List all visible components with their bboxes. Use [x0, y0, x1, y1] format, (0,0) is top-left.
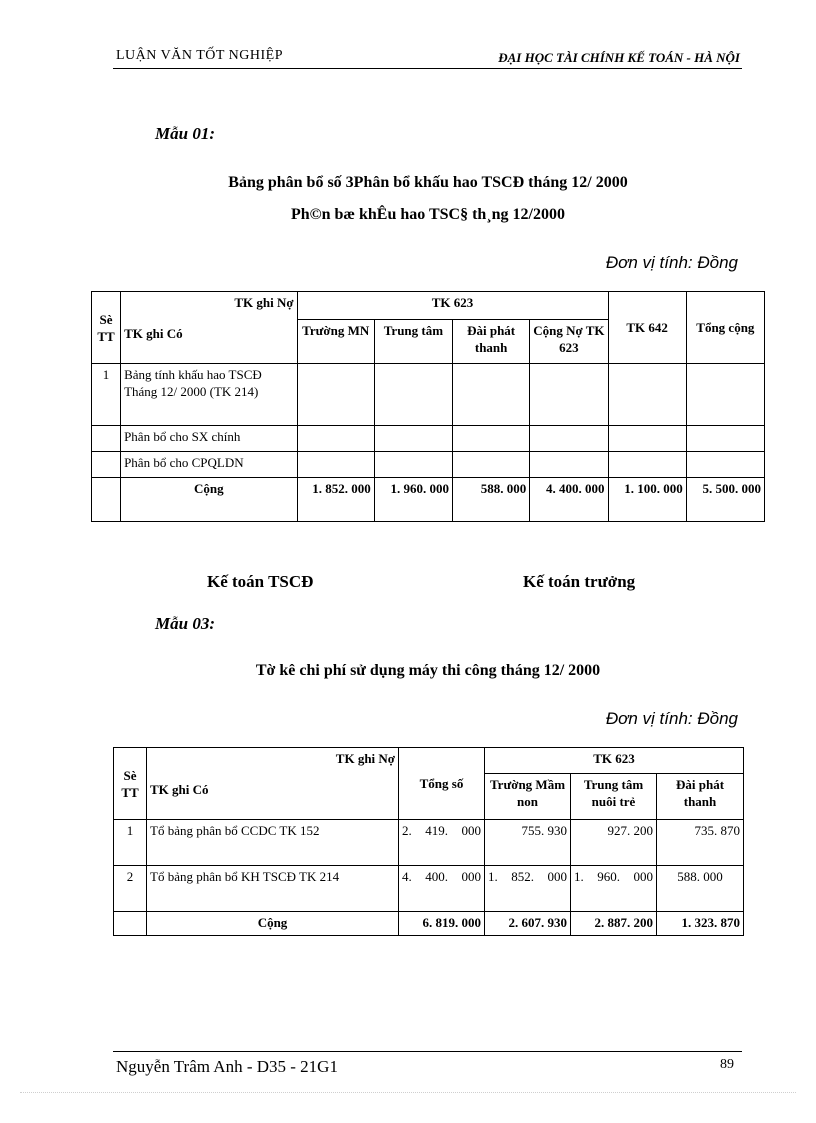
form3-row2-value: 1. 960. 000	[571, 866, 657, 912]
form1-debit-header: TK ghi Nợ	[234, 295, 294, 310]
form3-total-label: Cộng	[147, 912, 399, 936]
form3-col-dai-phat-thanh: Đài phát thanh	[657, 774, 744, 820]
form1-total-header: Tổng cộng	[686, 292, 764, 364]
form1-tk642-header: TK 642	[608, 292, 686, 364]
signature-accountant: Kế toán TSCĐ	[207, 572, 314, 591]
header-left-title: LUẬN VĂN TỐT NGHIỆP	[116, 48, 283, 63]
table-row	[92, 478, 765, 522]
table-row	[114, 912, 744, 936]
form1-total-value: 1. 100. 000	[608, 478, 686, 522]
form1-table	[91, 291, 765, 522]
form3-total-sum: 6. 819. 000	[399, 912, 485, 936]
form1-total-value: 588. 000	[453, 478, 530, 522]
form3-row2-value: 1. 852. 000	[485, 866, 571, 912]
form1-label: Mẫu 01:	[155, 124, 215, 143]
header-rule	[113, 68, 742, 69]
page-number: 89	[720, 1057, 734, 1072]
form1-total-value: 1. 960. 000	[374, 478, 452, 522]
form3-row2-label: Tổ bảng phân bổ KH TSCĐ TK 214	[147, 866, 399, 912]
form3-row1-value: 755. 930	[485, 820, 571, 866]
form3-col-truong-mam-non: Trường Mầm non	[485, 774, 571, 820]
header-right-title: ĐẠI HỌC TÀI CHÍNH KẾ TOÁN - HÀ NỘI	[498, 50, 740, 65]
table-row	[114, 866, 744, 912]
form1-total-value: 5. 500. 000	[686, 478, 764, 522]
footer-rule	[113, 1051, 742, 1052]
form3-corner-header	[147, 748, 399, 820]
form1-row1-label: Bảng tính khấu hao TSCĐ Tháng 12/ 2000 (TK 214)	[121, 364, 298, 426]
page-edge-divider	[20, 1092, 796, 1093]
form3-table	[113, 747, 744, 936]
form3-row1-label: Tổ bảng phân bổ CCDC TK 152	[147, 820, 399, 866]
form3-tk623-header: TK 623	[485, 748, 744, 774]
footer-author: Nguyễn Trâm Anh - D35 - 21G1	[116, 1057, 338, 1076]
form3-stt-header: Sè TT	[114, 748, 147, 820]
signature-chief-accountant: Kế toán trưởng	[523, 572, 636, 591]
table-row	[92, 452, 765, 478]
form1-row1-stt: 1	[92, 364, 121, 426]
form1-col-cong-no: Cộng Nợ TK 623	[530, 320, 608, 364]
form1-tk623-header: TK 623	[297, 292, 608, 320]
form3-row1-value: 735. 870	[657, 820, 744, 866]
form3-title: Tờ kê chi phí sử dụng máy thi công tháng 12/ 2000	[255, 662, 601, 679]
form1-corner-header	[121, 292, 298, 364]
form1-row2-stt	[92, 426, 121, 452]
form3-row1-stt: 1	[114, 820, 147, 866]
form1-col-trung-tam: Trung tâm	[374, 320, 452, 364]
form1-total-label: Cộng	[121, 478, 298, 522]
form3-total-header: Tổng số	[399, 748, 485, 820]
form1-total-value: 1. 852. 000	[297, 478, 374, 522]
form3-row1-total: 2. 419. 000	[399, 820, 485, 866]
form1-col-truong-mn: Trường MN	[297, 320, 374, 364]
table-row	[114, 820, 744, 866]
form3-total-value: 1. 323. 870	[657, 912, 744, 936]
form1-title-garbled: Ph©n bæ khÊu hao TSC§ th¸ng 12/2000	[291, 206, 565, 223]
table-row	[92, 426, 765, 452]
form3-row2-value: 588. 000	[657, 866, 744, 912]
form1-unit: Đơn vị tính: Đồng	[605, 253, 738, 272]
form3-debit-header: TK ghi Nợ	[335, 751, 395, 766]
table-row	[92, 364, 765, 426]
form1-credit-header: TK ghi Có	[124, 326, 183, 341]
form3-label: Mẫu 03:	[155, 614, 215, 633]
form1-col-dai-phat-thanh: Đài phát thanh	[453, 320, 530, 364]
form3-total-value: 2. 887. 200	[571, 912, 657, 936]
form1-row3-stt	[92, 452, 121, 478]
form1-row3-label: Phân bổ cho CPQLDN	[121, 452, 298, 478]
form3-row2-stt: 2	[114, 866, 147, 912]
form1-total-value: 4. 400. 000	[530, 478, 608, 522]
form1-row2-label: Phân bổ cho SX chính	[121, 426, 298, 452]
form1-stt-header: Sè TT	[92, 292, 121, 364]
form3-credit-header: TK ghi Có	[150, 782, 209, 797]
form3-row1-value: 927. 200	[571, 820, 657, 866]
form3-col-trung-tam-nuoi-tre: Trung tâm nuôi trẻ	[571, 774, 657, 820]
form3-unit: Đơn vị tính: Đồng	[605, 709, 738, 728]
form3-row2-total: 4. 400. 000	[399, 866, 485, 912]
form1-title: Bảng phân bổ số 3Phân bổ khấu hao TSCĐ tháng 12/ 2000	[228, 174, 628, 191]
form3-total-value: 2. 607. 930	[485, 912, 571, 936]
